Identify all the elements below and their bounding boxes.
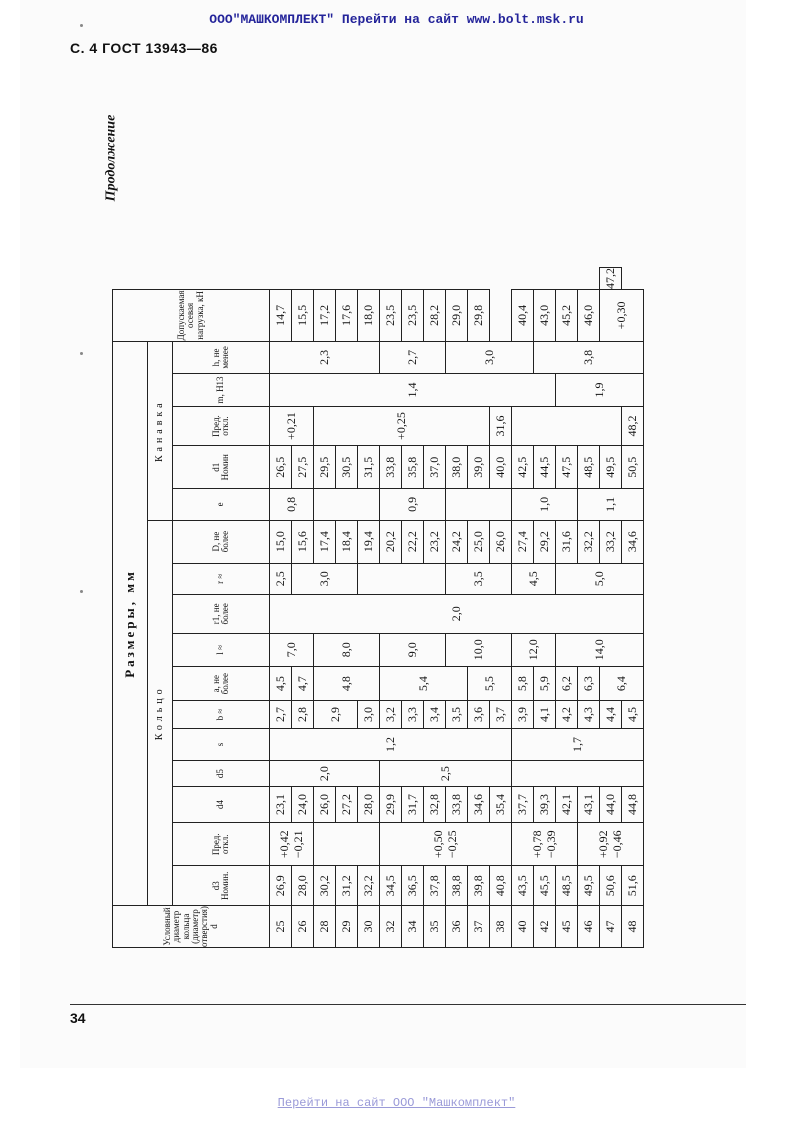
dimensions-table [112, 267, 644, 948]
cell-d4: 29,9 [380, 787, 402, 823]
cell-d1: 27,5 [292, 446, 314, 489]
cell-b: 3,6 [468, 701, 490, 728]
cell-d: 32 [380, 906, 402, 948]
cell-d1: 40,0 [490, 446, 512, 489]
cell-s: 1,7 [512, 728, 644, 761]
cell-b: 3,2 [380, 701, 402, 728]
cell-e: 0,9 [380, 489, 446, 520]
cell-D: 24,2 [446, 520, 468, 563]
cell-D: 29,2 [534, 520, 556, 563]
cell-d: 38 [490, 906, 512, 948]
cell-d4: 33,8 [446, 787, 468, 823]
cell-load: 28,2 [424, 290, 446, 342]
cell-b: 4,2 [556, 701, 578, 728]
cell-h: 2,7 [380, 341, 446, 373]
bottom-rule [70, 1004, 746, 1005]
cell-a: 5,9 [534, 666, 556, 701]
cell-d5 [512, 761, 644, 787]
cell-D: 33,2 [600, 520, 622, 563]
cell-a: 4,5 [270, 666, 292, 701]
cell-load: 17,2 [314, 290, 336, 342]
cell-l: 7,0 [270, 633, 314, 666]
cell-load: 29,0 [446, 290, 468, 342]
header-axial-load: Допускаемая осевая нагрузка, кН [113, 290, 270, 342]
cell-a: 5,5 [468, 666, 512, 701]
cell-d4: 37,7 [512, 787, 534, 823]
cell-r: 3,5 [446, 563, 512, 594]
cell-d5: 2,5 [380, 761, 512, 787]
cell-D: 34,6 [622, 520, 644, 563]
cell-d1: 44,5 [534, 446, 556, 489]
header-b: b ≈ [173, 701, 270, 728]
cell-d4: 26,0 [314, 787, 336, 823]
cell-d5: 2,0 [270, 761, 380, 787]
header-d4: d4 [173, 787, 270, 823]
cell-e: 1,1 [578, 489, 644, 520]
cell-s: 1,2 [270, 728, 512, 761]
cell-d1: 47,5 [556, 446, 578, 489]
cell-load: 29,8 [468, 290, 490, 342]
cell-D: 20,2 [380, 520, 402, 563]
cell-d4: 43,1 [578, 787, 600, 823]
cell-d3: 30,2 [314, 866, 336, 906]
cell-D: 22,2 [402, 520, 424, 563]
cell-m: 1,4 [270, 374, 556, 407]
cell-load: 47,2 [600, 268, 622, 290]
cell-load: 31,6 [490, 406, 512, 445]
cell-r: 5,0 [556, 563, 644, 594]
cell-load: 23,5 [380, 290, 402, 342]
header-d5: d5 [173, 761, 270, 787]
cell-d3: 39,8 [468, 866, 490, 906]
header-m: m, Н13 [173, 374, 270, 407]
cell-h: 2,3 [270, 341, 380, 373]
cell-load: 17,6 [336, 290, 358, 342]
cell-D: 31,6 [556, 520, 578, 563]
header-h: h, не менее [173, 341, 270, 373]
cell-e [446, 489, 512, 520]
scan-speck [80, 352, 83, 355]
cell-d: 36 [446, 906, 468, 948]
cell-d3-deviation: +0,50 −0,25 [380, 822, 512, 866]
cell-d1: 50,5 [622, 446, 644, 489]
cell-r: 2,5 [270, 563, 292, 594]
cell-h: 3,0 [446, 341, 534, 373]
cell-d3: 28,0 [292, 866, 314, 906]
cell-d3-deviation: +0,42 −0,21 [270, 822, 314, 866]
cell-d4: 27,2 [336, 787, 358, 823]
cell-d: 26 [292, 906, 314, 948]
cell-D: 15,0 [270, 520, 292, 563]
cell-l: 9,0 [380, 633, 446, 666]
cell-d: 29 [336, 906, 358, 948]
cell-d4: 42,1 [556, 787, 578, 823]
cell-d: 37 [468, 906, 490, 948]
cell-load: 43,0 [534, 290, 556, 342]
cell-d: 25 [270, 906, 292, 948]
header-a: a, не более [173, 666, 270, 701]
header-s: s [173, 728, 270, 761]
cell-a: 5,4 [380, 666, 468, 701]
cell-d4: 44,8 [622, 787, 644, 823]
cell-load: 48,2 [622, 406, 644, 445]
cell-d1: 37,0 [424, 446, 446, 489]
cell-d3: 31,2 [336, 866, 358, 906]
cell-r: 4,5 [512, 563, 556, 594]
header-D: D, не более [173, 520, 270, 563]
cell-d3: 26,9 [270, 866, 292, 906]
scan-speck [80, 24, 83, 27]
cell-l: 10,0 [446, 633, 512, 666]
scan-speck [80, 590, 83, 593]
header-nominal-diameter: Условный диаметр кольца (диаметр отверстия) d [113, 906, 270, 948]
cell-load: 45,2 [556, 290, 578, 342]
page-number: 34 [70, 1010, 86, 1026]
header-e: e [173, 489, 270, 520]
cell-d3: 43,5 [512, 866, 534, 906]
cell-d4: 24,0 [292, 787, 314, 823]
cell-d1: 38,0 [446, 446, 468, 489]
cell-load: 46,0 [578, 290, 600, 342]
cell-d4: 28,0 [358, 787, 380, 823]
cell-load: 23,5 [402, 290, 424, 342]
cell-d3: 40,8 [490, 866, 512, 906]
cell-d4: 35,4 [490, 787, 512, 823]
footer-site-link[interactable]: Перейти на сайт ООО "Машкомплект" [277, 1096, 516, 1110]
cell-d1: 49,5 [600, 446, 622, 489]
cell-r [358, 563, 446, 594]
cell-h: 3,8 [534, 341, 644, 373]
cell-d4: 44,0 [600, 787, 622, 823]
table-row [270, 268, 292, 948]
cell-d: 28 [314, 906, 336, 948]
cell-D: 27,4 [512, 520, 534, 563]
cell-d: 48 [622, 906, 644, 948]
cell-load: 18,0 [358, 290, 380, 342]
cell-d3: 34,5 [380, 866, 402, 906]
header-d1-nominal: d1 Номин [173, 446, 270, 489]
cell-d1-deviation: +0,21 [270, 406, 314, 445]
cell-d1: 29,5 [314, 446, 336, 489]
cell-e: 1,0 [512, 489, 578, 520]
cell-d1: 35,8 [402, 446, 424, 489]
cell-d3: 50,6 [600, 866, 622, 906]
cell-d1: 39,0 [468, 446, 490, 489]
cell-a: 4,8 [314, 666, 380, 701]
cell-l: 14,0 [556, 633, 644, 666]
cell-d: 35 [424, 906, 446, 948]
cell-d: 45 [556, 906, 578, 948]
document-code: С. 4 ГОСТ 13943—86 [70, 40, 218, 56]
cell-e [314, 489, 380, 520]
cell-b: 4,3 [578, 701, 600, 728]
cell-d3: 45,5 [534, 866, 556, 906]
cell-a: 6,3 [578, 666, 600, 701]
header-r1: r1, не более [173, 594, 270, 633]
header-d3-deviation: Пред. откл. [173, 822, 270, 866]
cell-d1: 48,5 [578, 446, 600, 489]
header-d3-nominal: d3 Номин. [173, 866, 270, 906]
cell-D: 25,0 [468, 520, 490, 563]
cell-b: 3,0 [358, 701, 380, 728]
cell-D: 17,4 [314, 520, 336, 563]
cell-load: 14,7 [270, 290, 292, 342]
cell-a: 5,8 [512, 666, 534, 701]
cell-d3: 51,6 [622, 866, 644, 906]
cell-D: 23,2 [424, 520, 446, 563]
cell-D: 32,2 [578, 520, 600, 563]
cell-b: 3,5 [446, 701, 468, 728]
cell-d: 46 [578, 906, 600, 948]
cell-d: 30 [358, 906, 380, 948]
cell-d4: 23,1 [270, 787, 292, 823]
cell-b: 2,9 [314, 701, 358, 728]
cell-d: 47 [600, 906, 622, 948]
cell-d3: 37,8 [424, 866, 446, 906]
cell-a: 6,2 [556, 666, 578, 701]
rotated-table-stage [112, 267, 644, 948]
table-title: Размеры, мм [113, 341, 148, 905]
cell-a: 4,7 [292, 666, 314, 701]
cell-b: 3,9 [512, 701, 534, 728]
cell-d: 40 [512, 906, 534, 948]
cell-d1: 31,5 [358, 446, 380, 489]
cell-d1-deviation: +0,25 [314, 406, 490, 445]
cell-b: 2,7 [270, 701, 292, 728]
group-ring: Кольцо [148, 520, 173, 905]
cell-b: 4,1 [534, 701, 556, 728]
cell-d1: 42,5 [512, 446, 534, 489]
cell-d4: 31,7 [402, 787, 424, 823]
cell-d3: 49,5 [578, 866, 600, 906]
cell-d3-deviation: +0,78 −0,39 [512, 822, 578, 866]
header-r: r ≈ [173, 563, 270, 594]
continuation-label: Продолжение [103, 114, 119, 202]
cell-e: 0,8 [270, 489, 314, 520]
cell-r: 3,0 [292, 563, 358, 594]
cell-load: 40,4 [512, 290, 534, 342]
cell-d4: 39,3 [534, 787, 556, 823]
cell-a: 6,4 [600, 666, 644, 701]
cell-d1: 33,8 [380, 446, 402, 489]
cell-d4: 32,8 [424, 787, 446, 823]
site-link[interactable]: ООО"МАШКОМПЛЕКТ" Перейти на сайт www.bolt.msk.ru [209, 12, 584, 27]
cell-b: 4,5 [622, 701, 644, 728]
cell-m: 1,9 [556, 374, 644, 407]
cell-D: 18,4 [336, 520, 358, 563]
cell-b: 3,7 [490, 701, 512, 728]
cell-l: 12,0 [512, 633, 556, 666]
cell-d3: 36,5 [402, 866, 424, 906]
cell-l: 8,0 [314, 633, 380, 666]
cell-d4: 34,6 [468, 787, 490, 823]
cell-d3-deviation [314, 822, 380, 866]
header-l: l ≈ [173, 633, 270, 666]
cell-b: 3,3 [402, 701, 424, 728]
cell-d3: 48,5 [556, 866, 578, 906]
cell-load: 15,5 [292, 290, 314, 342]
cell-d: 42 [534, 906, 556, 948]
cell-d1-deviation: +0,30 [600, 290, 644, 342]
cell-d1: 26,5 [270, 446, 292, 489]
cell-d3-deviation: +0,92 −0,46 [578, 822, 644, 866]
cell-d1-deviation [512, 406, 622, 445]
cell-D: 15,6 [292, 520, 314, 563]
cell-b: 3,4 [424, 701, 446, 728]
cell-b: 2,8 [292, 701, 314, 728]
cell-D: 19,4 [358, 520, 380, 563]
cell-d3: 38,8 [446, 866, 468, 906]
cell-D: 26,0 [490, 520, 512, 563]
cell-b: 4,4 [600, 701, 622, 728]
group-groove: Канавка [148, 341, 173, 520]
cell-d1: 30,5 [336, 446, 358, 489]
cell-d3: 32,2 [358, 866, 380, 906]
cell-r1: 2,0 [270, 594, 644, 633]
header-d1-deviation: Пред. откл. [173, 406, 270, 445]
cell-d: 34 [402, 906, 424, 948]
